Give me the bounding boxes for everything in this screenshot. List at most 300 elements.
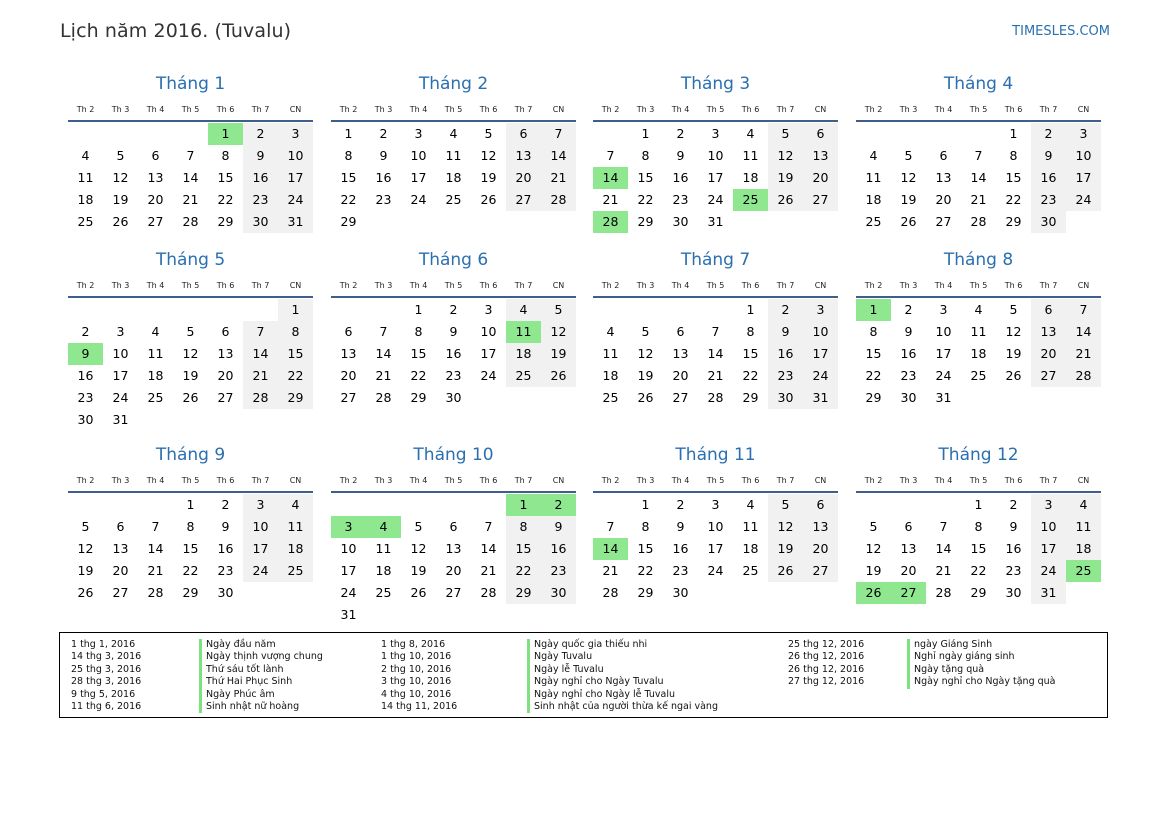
day-cell: 12 [637, 346, 654, 361]
legend-date: 27 thg 12, 2016 [788, 676, 865, 688]
legend-date: 9 thg 5, 2016 [71, 688, 136, 700]
day-cell: 10 [1066, 145, 1101, 167]
weekday-label: Th 3 [111, 104, 130, 114]
day-cell: 10 [935, 324, 952, 339]
weekday-label: Th 3 [636, 280, 655, 290]
day-cell: 5 [116, 148, 125, 163]
day-cell: 30 [77, 412, 94, 427]
day-cell: 11 [742, 148, 759, 163]
weekday-label: Th 7 [776, 475, 795, 485]
day-cell: 7 [541, 123, 576, 145]
day-cell: 16 [445, 346, 462, 361]
weekday-label: Th 7 [514, 475, 533, 485]
day-cell: 17 [410, 170, 427, 185]
weekday-label: Th 6 [1004, 104, 1023, 114]
legend-date: 3 thg 10, 2016 [381, 676, 452, 688]
day-cell: 5 [768, 123, 803, 145]
day-cell: 6 [939, 148, 948, 163]
empty-cell [436, 494, 471, 516]
weekday-header [331, 98, 576, 122]
day-cell: 14 [970, 170, 987, 185]
day-cell: 23 [243, 189, 278, 211]
day-cell: 6 [449, 519, 458, 534]
day-cell: 3 [484, 302, 493, 317]
day-cell: 21 [970, 192, 987, 207]
day-cell: 31 [340, 607, 357, 622]
day-cell: 6 [676, 324, 685, 339]
weekday-label: Th 2 [339, 104, 358, 114]
day-cell: 5 [414, 519, 423, 534]
month-3 [593, 74, 838, 233]
day-cell: 19 [637, 368, 654, 383]
day-cell: 17 [707, 541, 724, 556]
day-cell: 25 [445, 192, 462, 207]
month-title: Tháng 3 [680, 74, 751, 94]
day-cell: 22 [637, 563, 654, 578]
day-cell: 29 [970, 585, 987, 600]
legend-holiday-name: ngày Giáng Sinh [907, 639, 1056, 651]
day-cell: 21 [243, 365, 278, 387]
day-cell: 6 [1031, 299, 1066, 321]
day-cell: 3 [803, 299, 838, 321]
day-grid [856, 494, 1101, 604]
day-cell: 11 [742, 519, 759, 534]
empty-cell [103, 299, 138, 321]
day-cell: 26 [637, 390, 654, 405]
weekday-label: Th 2 [864, 280, 883, 290]
day-cell: 26 [541, 365, 576, 387]
day-cell: 9 [541, 516, 576, 538]
day-cell: 27 [217, 390, 234, 405]
day-cell: 6 [506, 123, 541, 145]
day-cell: 5 [81, 519, 90, 534]
day-cell: 2 [1031, 123, 1066, 145]
day-cell: 18 [1066, 538, 1101, 560]
day-cell: 9 [449, 324, 458, 339]
day-cell: 15 [742, 346, 759, 361]
day-cell: 13 [340, 346, 357, 361]
month-6 [331, 250, 576, 409]
day-cell: 12 [768, 516, 803, 538]
weekday-label: CN [289, 475, 302, 485]
month-title: Tháng 7 [680, 250, 751, 270]
day-cell: 14 [1066, 321, 1101, 343]
day-cell: 6 [803, 494, 838, 516]
day-cell: 30 [1031, 211, 1066, 233]
empty-cell [103, 494, 138, 516]
day-cell: 22 [1005, 192, 1022, 207]
day-cell: 29 [742, 390, 759, 405]
day-cell: 28 [541, 189, 576, 211]
legend-date: 25 thg 12, 2016 [788, 639, 865, 650]
day-cell: 30 [672, 214, 689, 229]
day-cell: 10 [340, 541, 357, 556]
legend-holiday-name: Sinh nhật nữ hoàng [199, 701, 323, 713]
day-cell: 15 [1005, 170, 1022, 185]
day-cell: 11 [77, 170, 94, 185]
day-cell: 7 [606, 519, 615, 534]
weekday-label: Th 4 [409, 280, 428, 290]
day-cell: 25 [602, 390, 619, 405]
weekday-label: Th 5 [444, 104, 463, 114]
empty-cell [173, 299, 208, 321]
weekday-label: Th 4 [934, 475, 953, 485]
month-7 [593, 250, 838, 409]
weekday-header [68, 98, 313, 122]
day-cell: 28 [182, 214, 199, 229]
weekday-label: Th 6 [216, 475, 235, 485]
day-cell: 29 [217, 214, 234, 229]
day-cell: 20 [217, 368, 234, 383]
day-grid [68, 299, 313, 431]
weekday-label: Th 4 [409, 475, 428, 485]
day-cell: 4 [869, 148, 878, 163]
day-cell: 2 [449, 302, 458, 317]
day-cell: 2 [676, 497, 685, 512]
day-cell: 4 [974, 302, 983, 317]
day-cell: 24 [935, 368, 952, 383]
day-cell: 23 [1031, 189, 1066, 211]
weekday-header [593, 274, 838, 298]
day-cell: 19 [768, 167, 803, 189]
day-cell: 20 [445, 563, 462, 578]
day-cell: 24 [803, 365, 838, 387]
day-cell: 21 [602, 563, 619, 578]
day-cell: 22 [637, 192, 654, 207]
day-cell: 27 [340, 390, 357, 405]
legend-holiday-name: Sinh nhật của người thừa kế ngai vàng [527, 701, 718, 713]
day-cell: 2 [81, 324, 90, 339]
day-cell: 15 [278, 343, 313, 365]
day-cell: 8 [221, 148, 230, 163]
day-cell: 7 [379, 324, 388, 339]
day-cell: 1 [278, 299, 313, 321]
holiday-day: 3 [331, 516, 366, 538]
weekday-label: Th 7 [514, 104, 533, 114]
weekday-label: Th 4 [671, 475, 690, 485]
day-cell: 24 [243, 560, 278, 582]
day-cell: 11 [375, 541, 392, 556]
holiday-day: 1 [208, 123, 243, 145]
day-cell: 23 [1005, 563, 1022, 578]
day-cell: 31 [278, 211, 313, 233]
day-cell: 18 [77, 192, 94, 207]
day-cell: 20 [1031, 343, 1066, 365]
day-cell: 1 [974, 497, 983, 512]
weekday-label: Th 4 [934, 104, 953, 114]
day-cell: 4 [746, 126, 755, 141]
day-cell: 13 [935, 170, 952, 185]
day-cell: 29 [506, 582, 541, 604]
weekday-label: Th 4 [671, 280, 690, 290]
day-cell: 14 [243, 343, 278, 365]
day-cell: 29 [637, 214, 654, 229]
empty-cell [891, 123, 926, 145]
day-cell: 2 [221, 497, 230, 512]
empty-cell [173, 123, 208, 145]
day-cell: 24 [480, 368, 497, 383]
day-cell: 4 [81, 148, 90, 163]
day-cell: 26 [182, 390, 199, 405]
day-cell: 18 [375, 563, 392, 578]
day-cell: 28 [147, 585, 164, 600]
day-cell: 25 [375, 585, 392, 600]
weekday-header [593, 98, 838, 122]
day-cell: 30 [1005, 585, 1022, 600]
day-cell: 13 [672, 346, 689, 361]
holiday-day: 14 [593, 167, 628, 189]
day-cell: 16 [541, 538, 576, 560]
weekday-label: CN [552, 475, 565, 485]
holiday-day: 26 [856, 582, 891, 604]
day-cell: 10 [410, 148, 427, 163]
day-cell: 19 [768, 538, 803, 560]
holiday-day: 1 [506, 494, 541, 516]
month-title: Tháng 8 [943, 250, 1014, 270]
weekday-label: CN [1077, 280, 1090, 290]
weekday-label: CN [814, 280, 827, 290]
weekday-label: Th 7 [251, 280, 270, 290]
day-cell: 12 [480, 148, 497, 163]
day-cell: 11 [278, 516, 313, 538]
day-cell: 10 [1031, 516, 1066, 538]
day-cell: 30 [768, 387, 803, 409]
day-cell: 27 [1031, 365, 1066, 387]
day-cell: 14 [182, 170, 199, 185]
empty-cell [926, 123, 961, 145]
weekday-label: Th 2 [601, 280, 620, 290]
day-cell: 3 [414, 126, 423, 141]
day-cell: 17 [278, 167, 313, 189]
day-cell: 30 [445, 390, 462, 405]
day-cell: 22 [742, 368, 759, 383]
day-cell: 9 [676, 519, 685, 534]
day-cell: 5 [768, 494, 803, 516]
day-cell: 21 [541, 167, 576, 189]
day-cell: 8 [746, 324, 755, 339]
legend-holiday-name: Thứ sáu tốt lành [199, 664, 323, 676]
day-cell: 25 [506, 365, 541, 387]
day-cell: 9 [1031, 145, 1066, 167]
day-cell: 21 [147, 563, 164, 578]
day-cell: 24 [1031, 560, 1066, 582]
day-cell: 26 [768, 189, 803, 211]
day-cell: 15 [865, 346, 882, 361]
weekday-label: Th 4 [146, 104, 165, 114]
day-cell: 13 [506, 145, 541, 167]
day-cell: 5 [541, 299, 576, 321]
day-cell: 31 [803, 387, 838, 409]
empty-cell [593, 494, 628, 516]
day-cell: 22 [865, 368, 882, 383]
day-cell: 26 [1005, 368, 1022, 383]
weekday-label: CN [1077, 104, 1090, 114]
month-8 [856, 250, 1101, 409]
day-cell: 6 [116, 519, 125, 534]
month-1 [68, 74, 313, 233]
day-cell: 21 [375, 368, 392, 383]
day-cell: 28 [1066, 365, 1101, 387]
day-cell: 2 [768, 299, 803, 321]
day-cell: 11 [970, 324, 987, 339]
day-cell: 14 [480, 541, 497, 556]
empty-cell [68, 494, 103, 516]
day-cell: 28 [243, 387, 278, 409]
day-cell: 26 [480, 192, 497, 207]
site-link[interactable]: TIMESLES.COM [1012, 24, 1110, 39]
weekday-label: Th 6 [216, 104, 235, 114]
day-cell: 1 [641, 126, 650, 141]
day-cell: 15 [506, 538, 541, 560]
day-cell: 20 [506, 167, 541, 189]
weekday-label: Th 4 [671, 104, 690, 114]
page-title: Lịch năm 2016. (Tuvalu) [60, 20, 292, 42]
day-cell: 15 [970, 541, 987, 556]
day-grid [331, 299, 576, 409]
day-cell: 6 [151, 148, 160, 163]
day-cell: 28 [707, 390, 724, 405]
day-cell: 15 [410, 346, 427, 361]
empty-cell [138, 123, 173, 145]
legend-date: 1 thg 10, 2016 [381, 651, 452, 663]
day-cell: 24 [707, 563, 724, 578]
weekday-label: CN [814, 475, 827, 485]
day-cell: 13 [1031, 321, 1066, 343]
day-cell: 17 [707, 170, 724, 185]
day-cell: 3 [1066, 123, 1101, 145]
day-cell: 23 [672, 563, 689, 578]
day-cell: 2 [676, 126, 685, 141]
day-cell: 6 [221, 324, 230, 339]
month-title: Tháng 9 [155, 445, 226, 465]
day-cell: 13 [900, 541, 917, 556]
day-cell: 6 [344, 324, 353, 339]
legend-holiday-name: Ngày lễ Tuvalu [527, 664, 718, 676]
day-cell: 4 [506, 299, 541, 321]
weekday-label: Th 5 [444, 280, 463, 290]
day-cell: 23 [375, 192, 392, 207]
empty-cell [593, 299, 628, 321]
month-title: Tháng 11 [675, 445, 756, 465]
day-cell: 19 [480, 170, 497, 185]
legend-holiday-name: Ngày Phúc âm [199, 689, 323, 701]
day-cell: 4 [278, 494, 313, 516]
empty-cell [401, 494, 436, 516]
day-cell: 23 [768, 365, 803, 387]
weekday-header [593, 469, 838, 493]
weekday-label: CN [289, 104, 302, 114]
weekday-label: Th 6 [216, 280, 235, 290]
weekday-label: Th 6 [479, 475, 498, 485]
day-cell: 8 [641, 519, 650, 534]
legend-holiday-name: Ngày nghỉ cho Ngày Tuvalu [527, 676, 718, 688]
day-cell: 15 [340, 170, 357, 185]
day-cell: 16 [672, 170, 689, 185]
day-cell: 25 [742, 563, 759, 578]
day-cell: 18 [742, 541, 759, 556]
empty-cell [698, 299, 733, 321]
day-cell: 6 [904, 519, 913, 534]
day-cell: 18 [445, 170, 462, 185]
day-cell: 10 [112, 346, 129, 361]
weekday-label: Th 3 [899, 104, 918, 114]
weekday-label: Th 7 [251, 475, 270, 485]
day-cell: 19 [410, 563, 427, 578]
empty-cell [663, 299, 698, 321]
weekday-label: Th 5 [969, 280, 988, 290]
day-cell: 25 [147, 390, 164, 405]
day-cell: 24 [278, 189, 313, 211]
day-cell: 29 [865, 390, 882, 405]
day-cell: 4 [449, 126, 458, 141]
day-cell: 28 [970, 214, 987, 229]
empty-cell [366, 494, 401, 516]
holiday-day: 4 [366, 516, 401, 538]
day-cell: 17 [1066, 167, 1101, 189]
legend-holiday-name: Ngày nghỉ cho Ngày tặng quà [907, 676, 1056, 688]
day-cell: 21 [935, 563, 952, 578]
day-cell: 19 [77, 563, 94, 578]
day-cell: 20 [803, 538, 838, 560]
day-cell: 1 [1009, 126, 1018, 141]
day-cell: 8 [278, 321, 313, 343]
day-cell: 29 [1005, 214, 1022, 229]
day-cell: 11 [1066, 516, 1101, 538]
day-cell: 2 [379, 126, 388, 141]
weekday-label: Th 5 [706, 475, 725, 485]
weekday-label: Th 2 [339, 475, 358, 485]
day-cell: 9 [768, 321, 803, 343]
weekday-label: Th 2 [76, 280, 95, 290]
weekday-label: Th 4 [934, 280, 953, 290]
day-cell: 24 [340, 585, 357, 600]
legend-date: 1 thg 1, 2016 [71, 639, 136, 650]
weekday-label: Th 5 [969, 475, 988, 485]
day-cell: 23 [217, 563, 234, 578]
day-cell: 3 [711, 126, 720, 141]
day-cell: 18 [278, 538, 313, 560]
legend-holiday-name: Nghỉ ngày giáng sinh [907, 651, 1056, 663]
day-cell: 5 [484, 126, 493, 141]
month-title: Tháng 2 [418, 74, 489, 94]
day-cell: 8 [869, 324, 878, 339]
weekday-label: Th 5 [181, 104, 200, 114]
holiday-day: 25 [1066, 560, 1101, 582]
day-cell: 5 [186, 324, 195, 339]
weekday-label: Th 3 [111, 475, 130, 485]
day-cell: 12 [865, 541, 882, 556]
day-cell: 17 [1031, 538, 1066, 560]
day-cell: 25 [278, 560, 313, 582]
holiday-legend [59, 632, 1108, 718]
empty-cell [68, 299, 103, 321]
month-12 [856, 445, 1101, 604]
day-cell: 10 [278, 145, 313, 167]
day-cell: 23 [541, 560, 576, 582]
day-cell: 27 [147, 214, 164, 229]
day-cell: 7 [243, 321, 278, 343]
empty-cell [138, 494, 173, 516]
day-cell: 16 [1005, 541, 1022, 556]
legend-names-col-2 [527, 639, 718, 713]
empty-cell [961, 123, 996, 145]
day-cell: 20 [935, 192, 952, 207]
day-cell: 2 [243, 123, 278, 145]
day-cell: 26 [77, 585, 94, 600]
weekday-label: Th 3 [111, 280, 130, 290]
day-cell: 11 [865, 170, 882, 185]
day-cell: 13 [803, 145, 838, 167]
